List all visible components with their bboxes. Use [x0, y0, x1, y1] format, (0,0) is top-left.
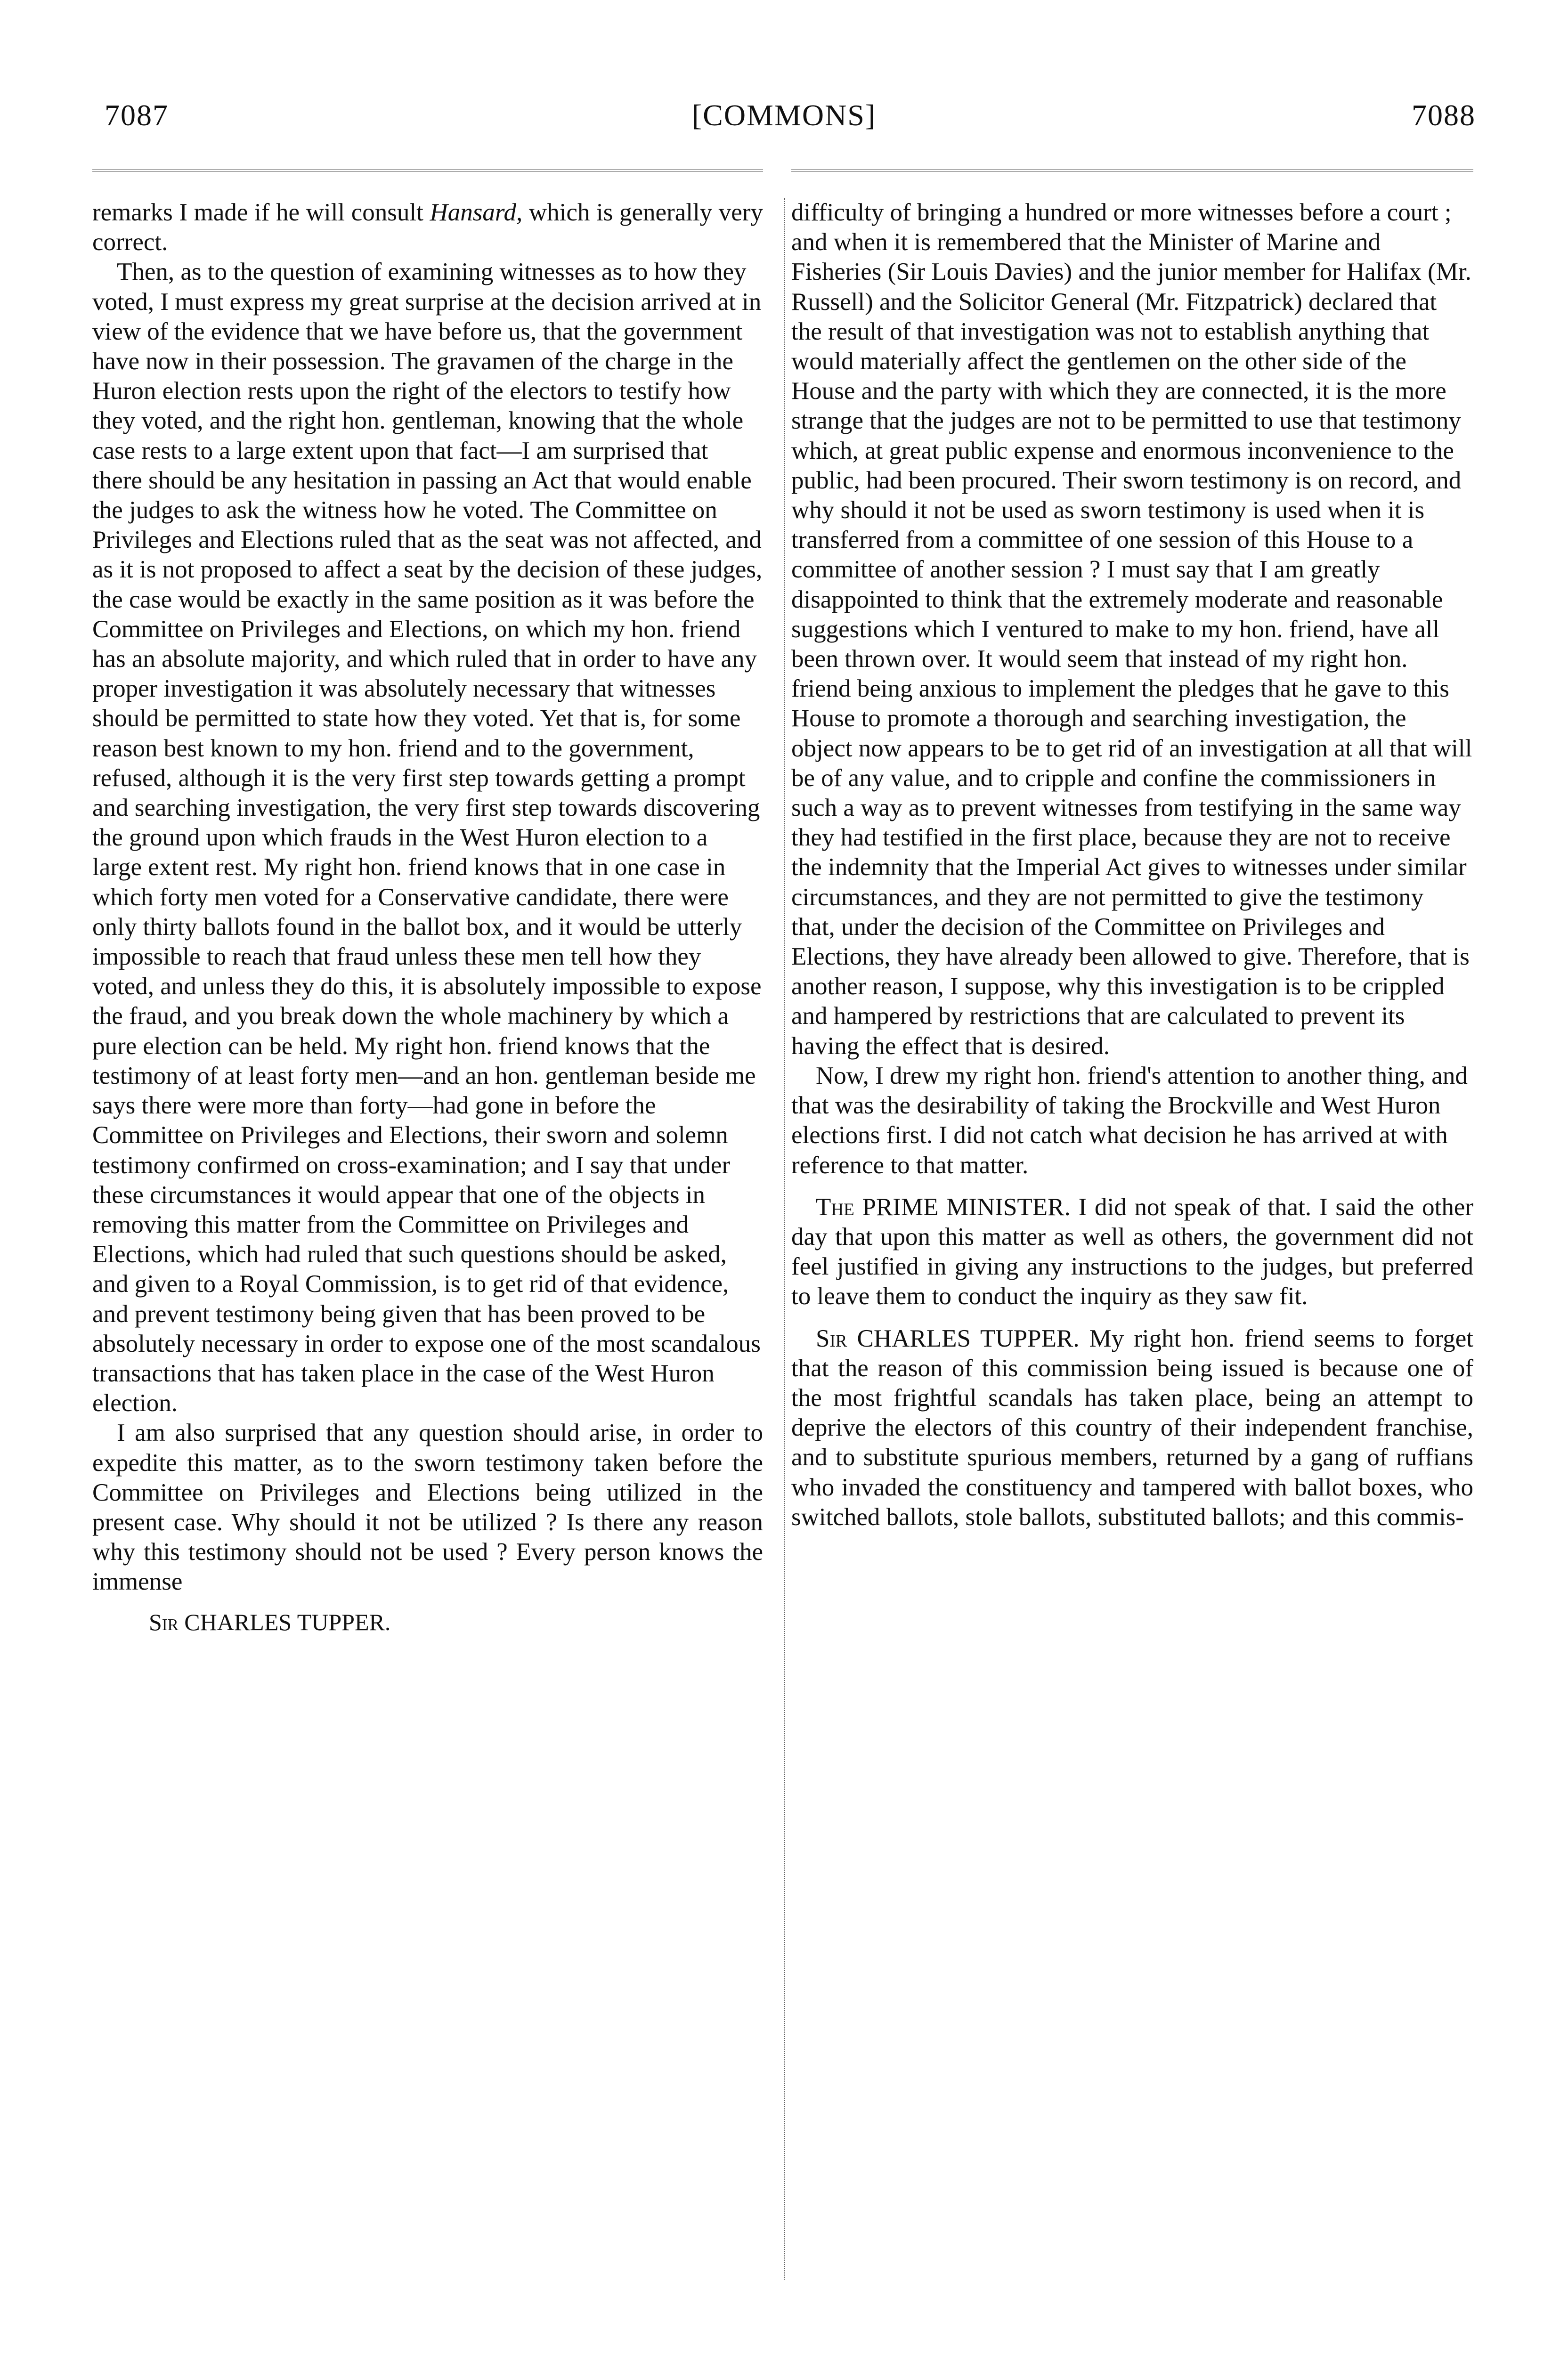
header-rule-left — [92, 170, 763, 171]
tupper-text: My right hon. friend seems to forget that the reason of this commission being issued is because one of the most frightful scandals has taken place, being an attempt to deprive the electors of this country of their independent franchise, and to substitute spurious members, returned by a gang of ruffians who invaded the constituency and tampered with ballot boxes, who switched ballots, stole ballots, substituted ballots; and this commis- — [791, 1324, 1473, 1531]
speaker-charles-tupper: Sir CHARLES TUPPER. — [816, 1324, 1080, 1352]
left-page-number: 7087 — [105, 98, 169, 132]
right-paragraph-1: difficulty of bringing a hundred or more witnesses before a court ; and when it is remembered that the Minister of Marine and Fisheries (Sir Louis Davies) and the junior member for Halifax (Mr. Russell) and the Solicitor General (Mr. Fitzpatrick) declared that the result of that investigation was not to establish anything that would materially affect the gentlemen on the other side of the House and the party with which they are connected, it is the more strange that the judges are not to be permitted to use that testimony which, at great public expense and enormous inconvenience to the public, had been procured. Their sworn testimony is on record, and why should it not be used as sworn testimony is used when it is transferred from a committee of one session of this House to a committee of another session ? I must say that I am greatly disappointed to think that the extremely moderate and reasonable suggestions which I ventured to make to my hon. friend, have all been thrown over. It would seem that instead of my right hon. friend being anxious to implement the pledges that he gave to this House to promote a thorough and searching investigation, the object now appears to be to get rid of an investigation at all that will be of any value, and to cripple and confine the commissioners in such a way as to prevent witnesses from testifying in the same way they had testified in the first place, because they are not to receive the indemnity that the Imperial Act gives to witnesses under similar circumstances, and they are not permitted to give the testimony that, under the decision of the Committee on Privileges and Elections, they have already been allowed to give. Therefore, that is another reason, I suppose, why this investigation is to be crippled and hampered by restrictions that are calculated to prevent its having the effect that is desired. — [791, 199, 1472, 1060]
column-divider — [784, 198, 785, 2280]
left-paragraph-2: Then, as to the question of examining witnesses as to how they voted, I must express my great surprise at the decision arrived at in view of the evidence that we have before us, that the government have now in their possession. The gravamen of the charge in the Huron election rests upon the right of the electors to testify how they voted, and the right hon. gentleman, knowing that the whole case rests to a large extent upon that fact—I am surprised that there should be any hesitation in passing an Act that would enable the judges to ask the witness how he voted. The Committee on Privileges and Elections ruled that as the seat was not affected, and as it is not proposed to affect a seat by the decision of these judges, the case would be exactly in the same position as it was before the Committee on Privileges and Elections, on which my hon. friend has an absolute majority, and which ruled that in order to have any proper investigation it was absolutely necessary that witnesses should be permitted to state how they voted. Yet that is, for some reason best known to my hon. friend and to the government, refused, although it is the very first step towards getting a prompt and searching investigation, the very first step towards discovering the ground upon which frauds in the West Huron election to a large extent rest. My right hon. friend knows that in one case in which forty men voted for a Conservative candidate, there were only thirty ballots found in the ballot box, and it would be utterly impossible to reach that fraud unless these men tell how they voted, and unless they do this, it is absolutely impossible to expose the fraud, and you break down the whole machinery by which a pure election can be held. My right hon. friend knows that the testimony of at least forty men—and an hon. gentleman beside me says there were more than forty—had gone in before the Committee on Privileges and Elections, their sworn and solemn testimony confirmed on cross-examination; and I say that under these circumstances it would appear that one of the objects in removing this matter from the Committee on Privileges and Elections, which had ruled that such questions should be asked, and given to a Royal Commission, is to get rid of that evidence, and prevent testimony being given that has been proved to be absolutely necessary in order to expose one of the most scandalous transactions that has taken place in the case of the West Huron election. — [92, 258, 763, 1417]
right-column — [791, 198, 1473, 1532]
prime-minister-speech — [791, 1193, 1473, 1312]
hansard-reference: Hansard, — [430, 199, 523, 226]
left-paragraph-3: I am also surprised that any question should arise, in order to expedite this matter, as to the sworn testimony taken before the Committee on Privileges and Elections being utilized in the present case. Why should it not be utilized ? Is there any reason why this testimony should not be used ? Every person knows the immense — [92, 1419, 763, 1596]
left-p1-start: remarks I made if he will consult — [92, 199, 430, 226]
right-page-number: 7088 — [1412, 98, 1476, 132]
prime-minister-text: I did not speak of that. I said the other day that upon this matter as well as others, the government did not feel justified in giving any instructions to the judges, but preferred to leave them to conduct the inquiry as they saw fit. — [791, 1193, 1473, 1310]
running-footer-speaker: Sir CHARLES TUPPER. — [149, 1608, 391, 1635]
right-paragraph-2: Now, I drew my right hon. friend's attention to another thing, and that was the desirability of taking the Brockville and West Huron elections first. I did not catch what decision he has arrived at with reference to that matter. — [791, 1062, 1468, 1179]
section-heading: [COMMONS] — [691, 98, 877, 132]
left-column — [92, 198, 763, 1637]
speaker-prime-minister: The PRIME MINISTER. — [816, 1193, 1071, 1221]
tupper-speech — [791, 1324, 1473, 1532]
left-p1-end: which is generally very correct. — [92, 199, 763, 256]
left-paragraph-1 — [92, 198, 763, 257]
header-rule-right — [791, 170, 1473, 171]
